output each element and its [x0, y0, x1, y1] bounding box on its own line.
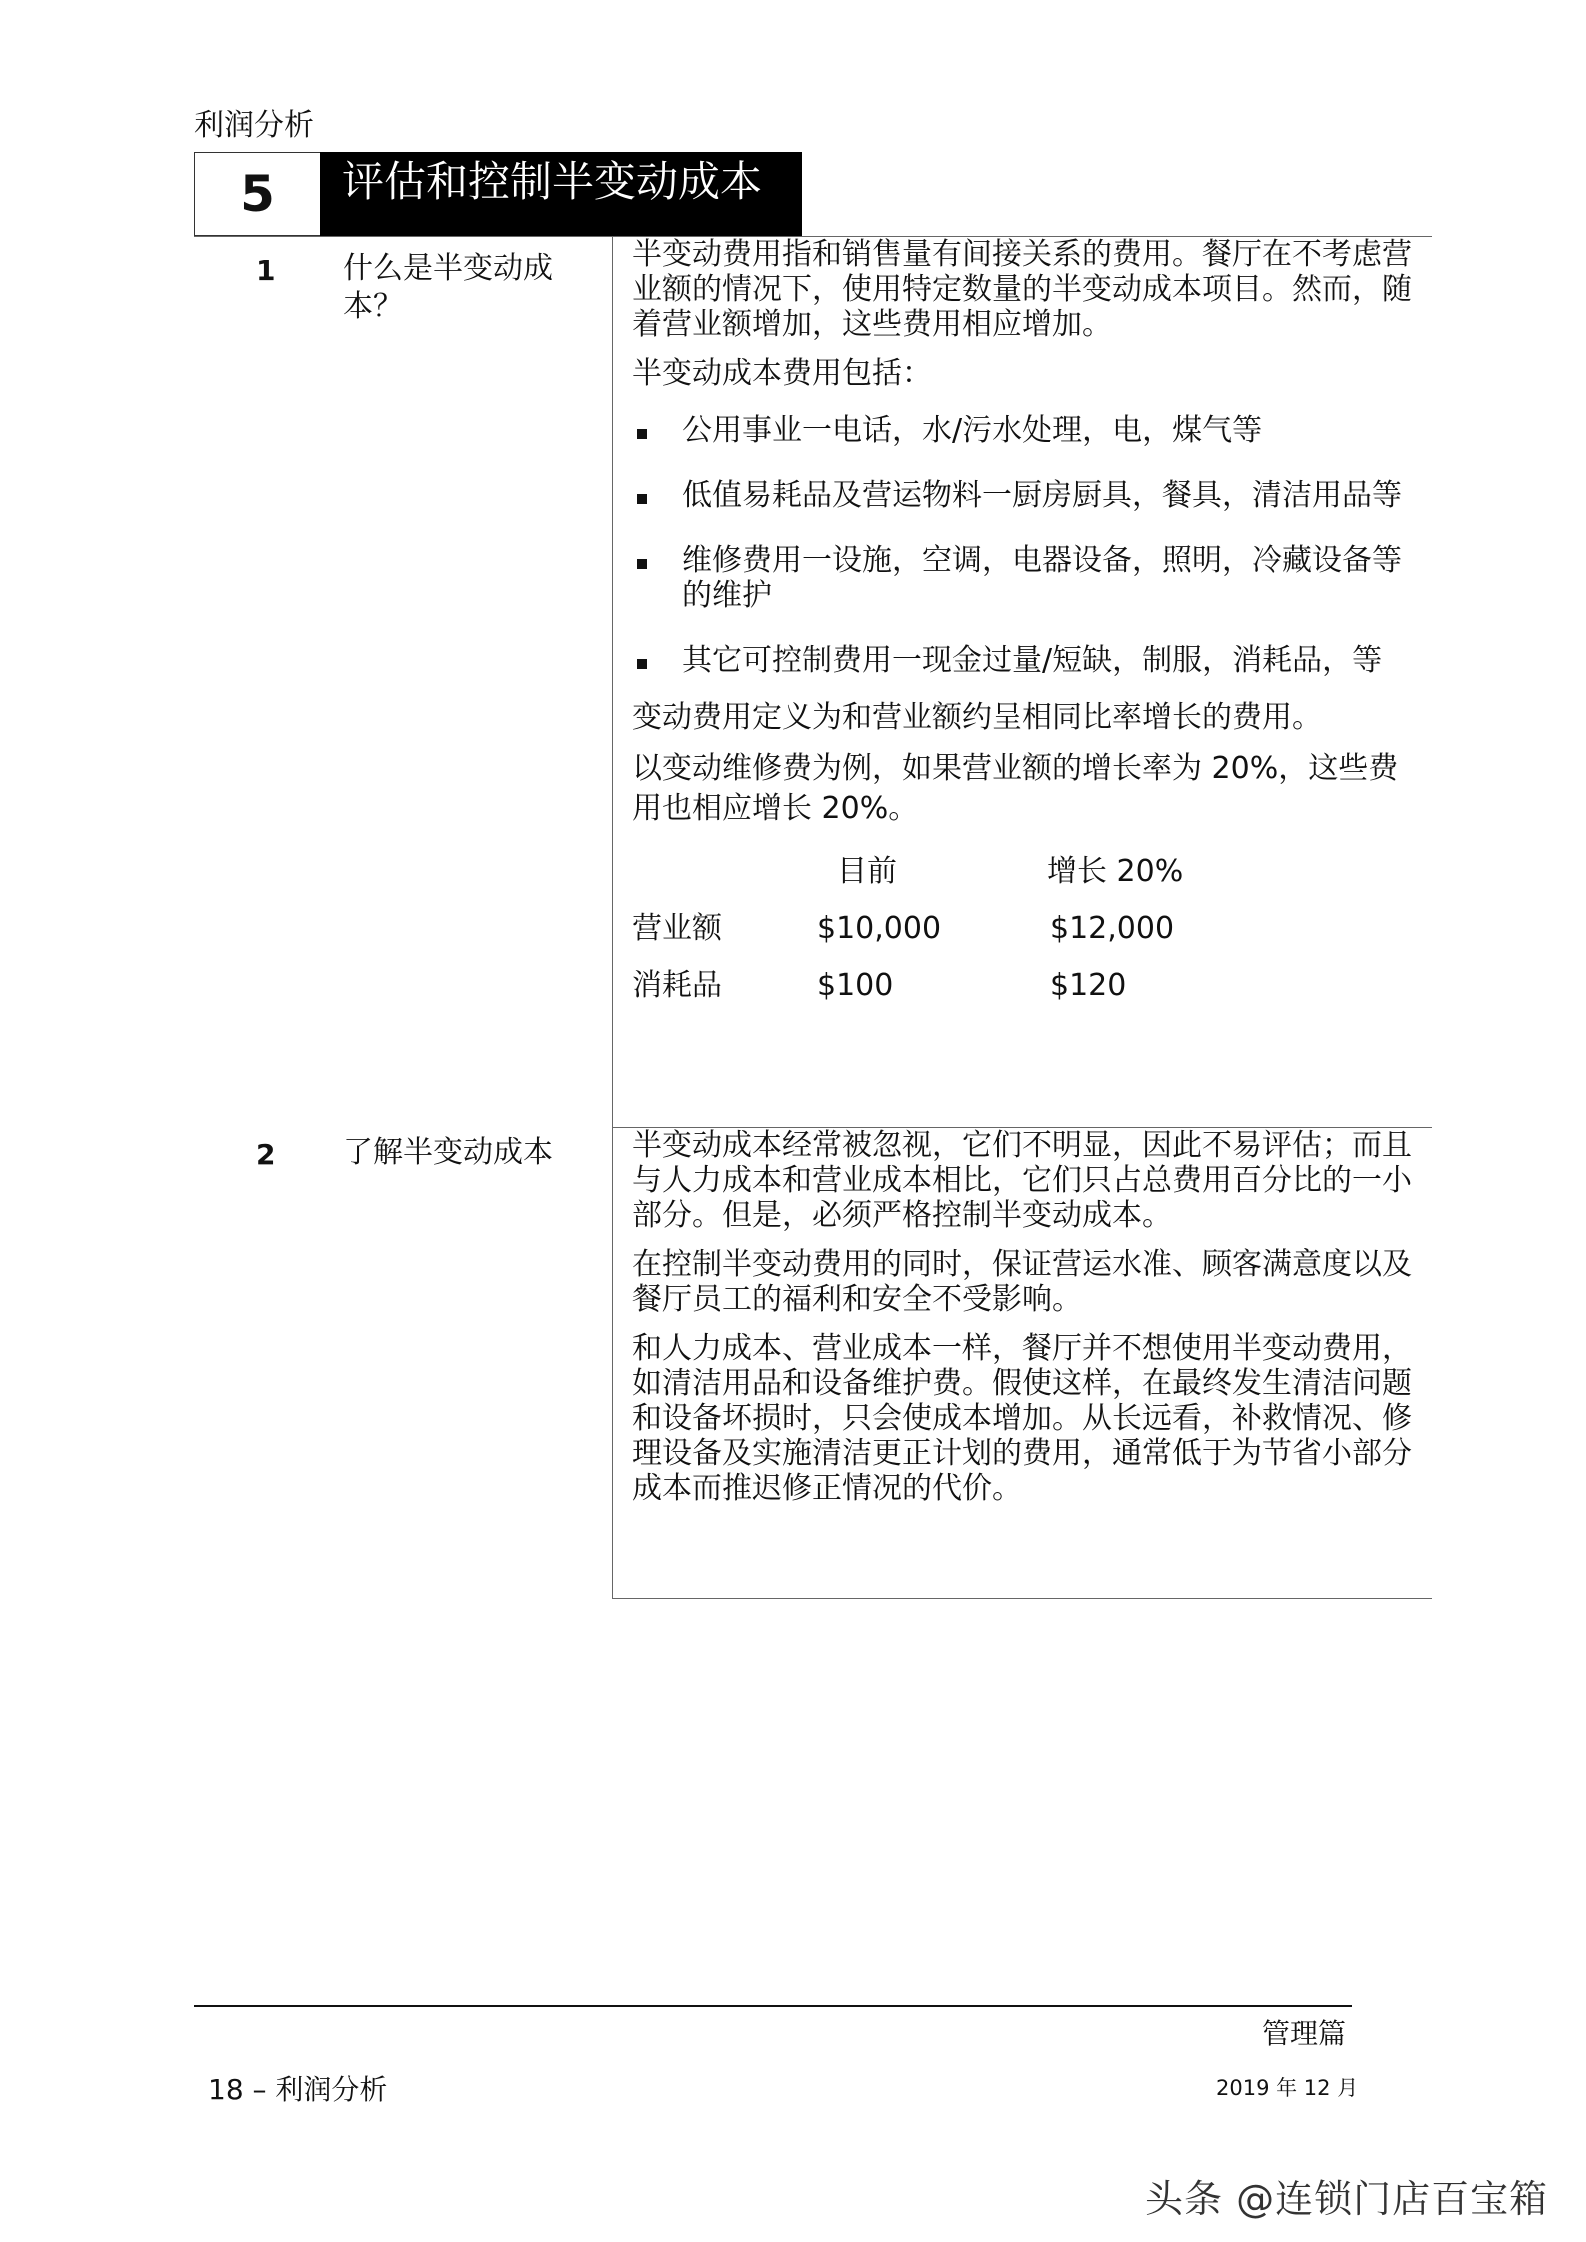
table-row: 消耗品 $100 $120 [632, 968, 1127, 1003]
running-header: 利润分析 [194, 108, 314, 143]
section-1-divider [612, 236, 613, 1128]
section-2-content [632, 1128, 1422, 1520]
square-bullet-icon [637, 429, 647, 439]
list-item: 其它可控制费用一现金过量/短缺，制服，消耗品，等 [632, 635, 1422, 678]
footer-section-label: 管理篇 [1262, 2017, 1347, 2050]
table-header-growth: 增长 20% [1047, 854, 1184, 889]
section-2-paragraph-2: 在控制半变动费用的同时，保证营运水准、顾客满意度以及餐厅员工的福利和安全不受影响。 [632, 1247, 1412, 1317]
table-row: 营业额 $10,000 $12,000 [632, 911, 1175, 946]
section-2-bottom-rule [612, 1598, 1432, 1599]
section-1-title: 什么是半变动成本？ [343, 251, 553, 324]
square-bullet-icon [637, 494, 647, 504]
section-2-number: 2 [256, 1138, 276, 1171]
section-2-divider [612, 1127, 613, 1599]
chapter-title: 评估和控制半变动成本 [320, 152, 802, 236]
chapter-number: 5 [194, 152, 320, 236]
section-2-title: 了解半变动成本 [343, 1135, 553, 1170]
footer-date: 2019 年 12 月 [1216, 2076, 1359, 2100]
section-1-number: 1 [256, 254, 276, 287]
footer-page-label: 18 – 利润分析 [208, 2073, 388, 2106]
list-item: 公用事业一电话，水/污水处理，电，煤气等 [632, 405, 1422, 448]
square-bullet-icon [637, 659, 647, 669]
list-item: 低值易耗品及营运物料一厨房厨具，餐具，清洁用品等 [632, 470, 1422, 513]
example-table [632, 843, 1422, 1014]
section-1-paragraph-2: 半变动成本费用包括： [632, 356, 932, 391]
watermark: 头条 @连锁门店百宝箱 [1145, 2177, 1549, 2221]
table-header-row [632, 843, 1422, 900]
section-1-content [632, 237, 1422, 1014]
section-2-paragraph-1: 半变动成本经常被忽视，它们不明显，因此不易评估；而且与人力成本和营业成本相比，它们只占总费用百分比的一小部分。但是，必须严格控制半变动成本。 [632, 1128, 1412, 1233]
table-header-current: 目前 [837, 854, 897, 889]
section-1-paragraph-1: 半变动费用指和销售量有间接关系的费用。餐厅在不考虑营业额的情况下，使用特定数量的半变动成本项目。然而，随着营业额增加，这些费用相应增加。 [632, 237, 1412, 342]
section-1-paragraph-3: 变动费用定义为和营业额约呈相同比率增长的费用。 [632, 700, 1322, 735]
section-2-paragraph-3: 和人力成本、营业成本一样，餐厅并不想使用半变动费用，如清洁用品和设备维护费。假使这样，在最终发生清洁问题和设备坏损时，只会使成本增加。从长远看，补救情况、修理设备及实施清洁更正计划的费用，通常低于为节省小部分成本而推迟修正情况的代价。 [632, 1331, 1412, 1506]
footer-rule [194, 2005, 1352, 2007]
list-item: 维修费用一设施，空调，电器设备，照明，冷藏设备等的维护 [632, 535, 1422, 613]
square-bullet-icon [637, 559, 647, 569]
section-1-paragraph-4: 以变动维修费为例，如果营业额的增长率为 20%，这些费用也相应增长 20%。 [632, 751, 1399, 826]
cost-items-list [632, 405, 1422, 678]
